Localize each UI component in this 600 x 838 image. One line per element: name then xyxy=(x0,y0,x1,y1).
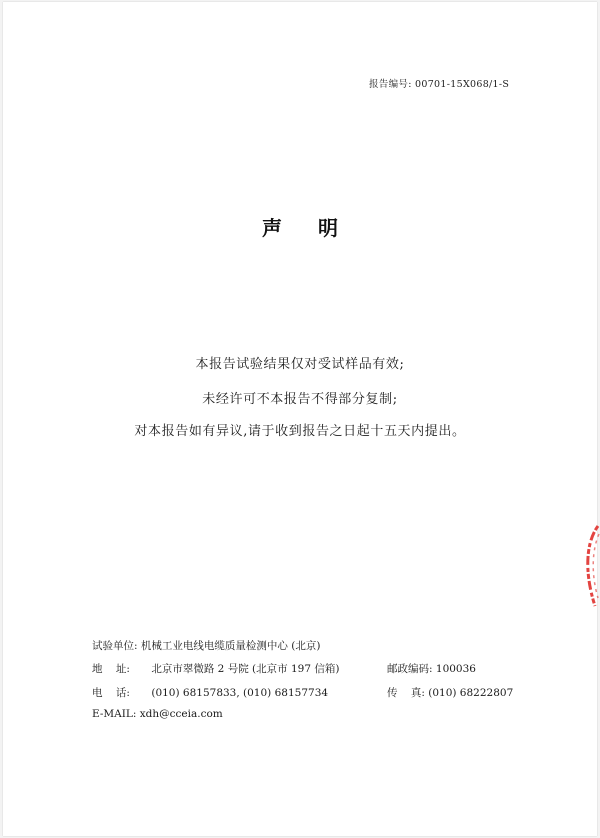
fax-value: (010) 68222807 xyxy=(428,687,514,699)
email-value: xdh@cceia.com xyxy=(139,708,223,720)
statement-line-1: 本报告试验结果仅对受试样品有效; xyxy=(195,357,405,372)
phone-line xyxy=(92,685,328,700)
report-number: 报告编号: 00701-15X068/1-S xyxy=(369,79,510,90)
email-line xyxy=(92,708,223,720)
postal-code-label: 邮政编码: xyxy=(387,663,433,675)
email-label: E-MAIL: xyxy=(92,708,137,720)
page-title: 声明 xyxy=(262,216,374,240)
red-seal-edge-icon xyxy=(582,524,600,608)
statement-line-2: 未经许可不本报告不得部分复制; xyxy=(202,392,398,407)
phone-label: 电 话: xyxy=(92,687,130,699)
testing-unit-line xyxy=(92,638,320,653)
postal-code-block xyxy=(387,661,476,676)
testing-unit-label: 试验单位: xyxy=(92,640,138,652)
fax-label: 传 真: xyxy=(387,687,425,699)
fax-block xyxy=(387,685,513,700)
address-value: 北京市翠微路 2 号院 (北京市 197 信箱) xyxy=(151,663,340,675)
postal-code-value: 100036 xyxy=(435,663,476,675)
testing-unit-value: 机械工业电线电缆质量检测中心 (北京) xyxy=(140,640,321,652)
address-label: 地 址: xyxy=(92,663,130,675)
statement-line-3: 对本报告如有异议,请于收到报告之日起十五天内提出。 xyxy=(134,424,466,439)
document-page xyxy=(3,2,597,836)
phone-value: (010) 68157833, (010) 68157734 xyxy=(151,687,329,699)
address-line xyxy=(92,661,339,676)
